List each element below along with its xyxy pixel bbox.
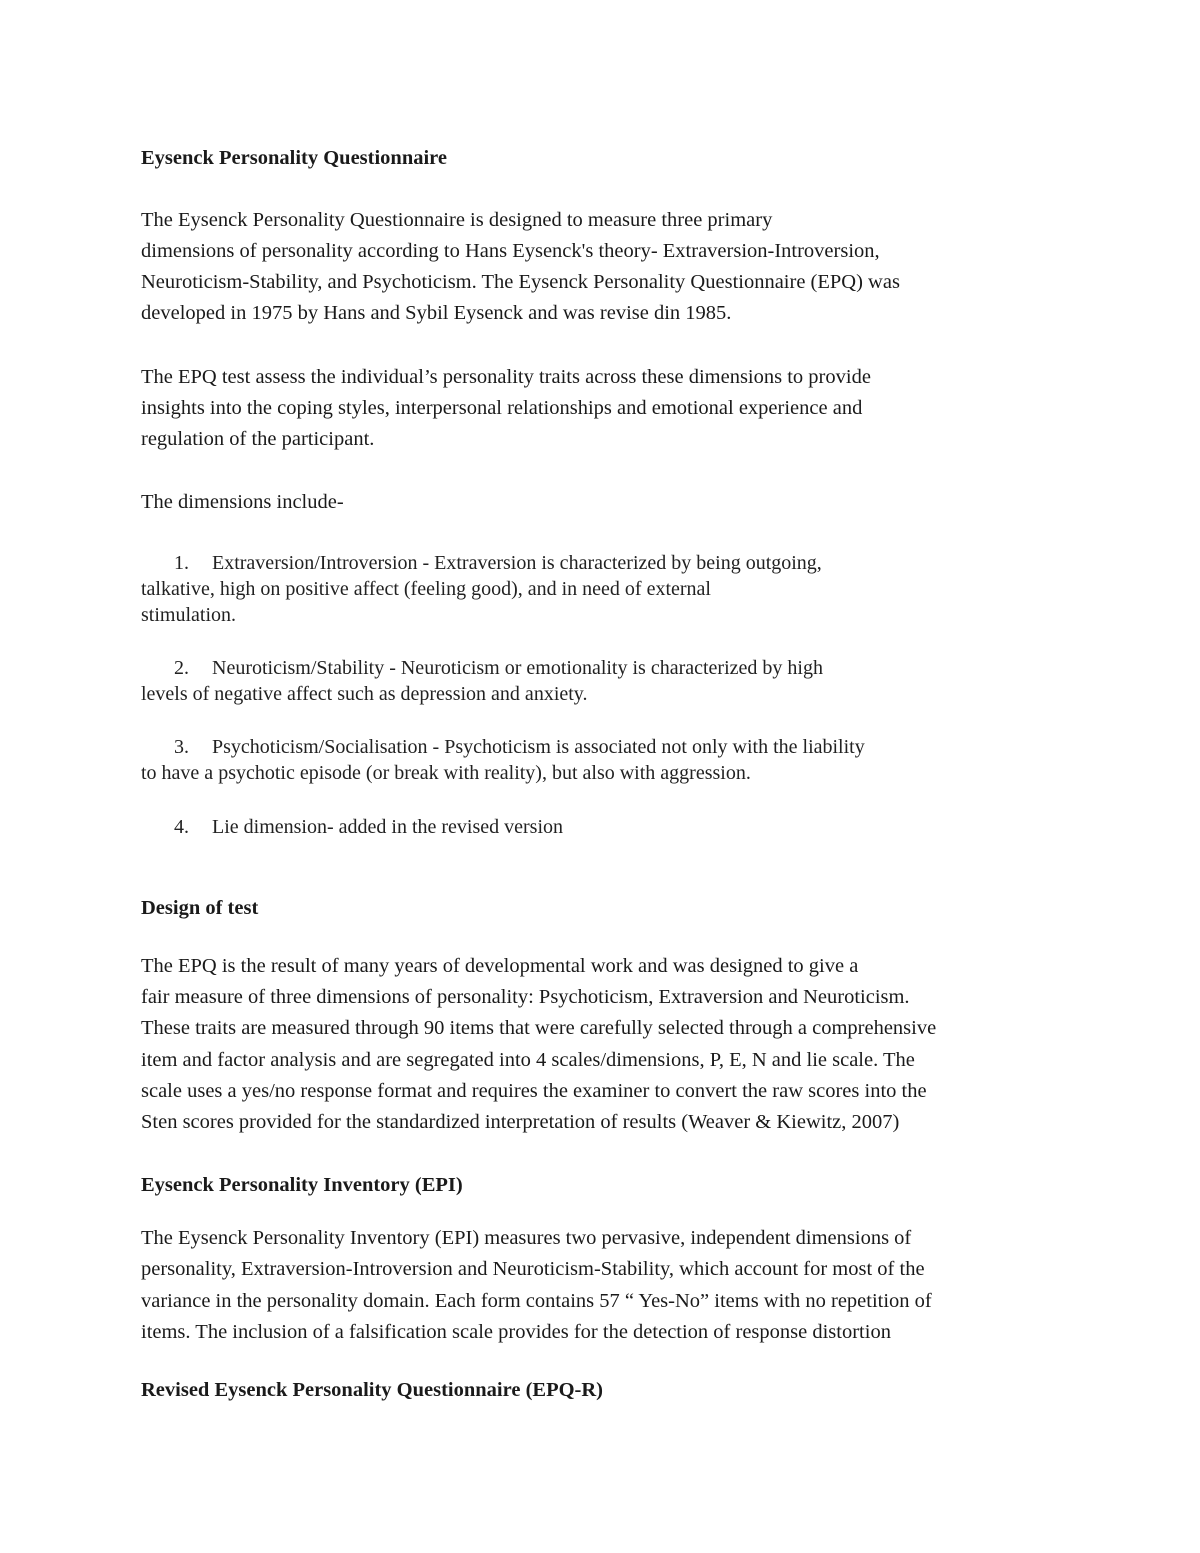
list-number: 4. bbox=[174, 816, 189, 838]
paragraph-line: personality, Extraversion-Introversion and Neuroticism-Stability, which account for most of the bbox=[141, 1258, 925, 1280]
design-heading: Design of test bbox=[141, 897, 259, 919]
paragraph-line: variance in the personality domain. Each form contains 57 “ Yes-No” items with no repetition of bbox=[141, 1290, 932, 1312]
list-item-first-line bbox=[174, 658, 823, 678]
paragraph-line: insights into the coping styles, interpersonal relationships and emotional experience and bbox=[141, 397, 863, 419]
list-item-line: levels of negative affect such as depression and anxiety. bbox=[141, 683, 588, 705]
epqr-heading: Revised Eysenck Personality Questionnaire (EPQ-R) bbox=[141, 1379, 603, 1401]
paragraph-line: The EPQ is the result of many years of developmental work and was designed to give a bbox=[141, 955, 859, 977]
paragraph-line: developed in 1975 by Hans and Sybil Eysenck and was revise din 1985. bbox=[141, 302, 732, 324]
list-item-line: talkative, high on positive affect (feeling good), and in need of external bbox=[141, 578, 711, 600]
paragraph-line: Sten scores provided for the standardized interpretation of results (Weaver & Kiewitz, 2007) bbox=[141, 1111, 900, 1133]
list-text: Psychoticism/Socialisation - Psychoticism is associated not only with the liability bbox=[212, 736, 865, 758]
paragraph-line: The Eysenck Personality Questionnaire is designed to measure three primary bbox=[141, 209, 773, 231]
paragraph-line: dimensions of personality according to Hans Eysenck's theory- Extraversion-Introversion, bbox=[141, 240, 880, 262]
list-item-line: to have a psychotic episode (or break with reality), but also with aggression. bbox=[141, 762, 751, 784]
paragraph-line: The Eysenck Personality Inventory (EPI) measures two pervasive, independent dimensions of bbox=[141, 1227, 912, 1249]
list-item-first-line bbox=[174, 553, 822, 573]
paragraph-line: fair measure of three dimensions of personality: Psychoticism, Extraversion and Neuroticism. bbox=[141, 986, 910, 1008]
list-text: Neuroticism/Stability - Neuroticism or emotionality is characterized by high bbox=[212, 657, 823, 679]
paragraph-line: item and factor analysis and are segregated into 4 scales/dimensions, P, E, N and lie scale. The bbox=[141, 1049, 915, 1071]
paragraph-line: The EPQ test assess the individual’s personality traits across these dimensions to provide bbox=[141, 366, 871, 388]
paragraph-line: scale uses a yes/no response format and requires the examiner to convert the raw scores into the bbox=[141, 1080, 927, 1102]
list-number: 3. bbox=[174, 736, 189, 758]
dimensions-lead: The dimensions include- bbox=[141, 491, 344, 513]
list-item-first-line bbox=[174, 817, 563, 837]
list-item-first-line bbox=[174, 737, 865, 757]
list-item-line: stimulation. bbox=[141, 604, 236, 626]
list-text: Lie dimension- added in the revised version bbox=[212, 816, 564, 838]
page-title: Eysenck Personality Questionnaire bbox=[141, 147, 447, 169]
paragraph-line: These traits are measured through 90 items that were carefully selected through a comprehensive bbox=[141, 1017, 937, 1039]
paragraph-line: regulation of the participant. bbox=[141, 428, 375, 450]
list-number: 1. bbox=[174, 552, 189, 574]
list-number: 2. bbox=[174, 657, 189, 679]
paragraph-line: Neuroticism-Stability, and Psychoticism. The Eysenck Personality Questionnaire (EPQ) was bbox=[141, 271, 900, 293]
epi-heading: Eysenck Personality Inventory (EPI) bbox=[141, 1174, 463, 1196]
paragraph-line: items. The inclusion of a falsification scale provides for the detection of response distortion bbox=[141, 1321, 891, 1343]
list-text: Extraversion/Introversion - Extraversion is characterized by being outgoing, bbox=[212, 552, 822, 574]
